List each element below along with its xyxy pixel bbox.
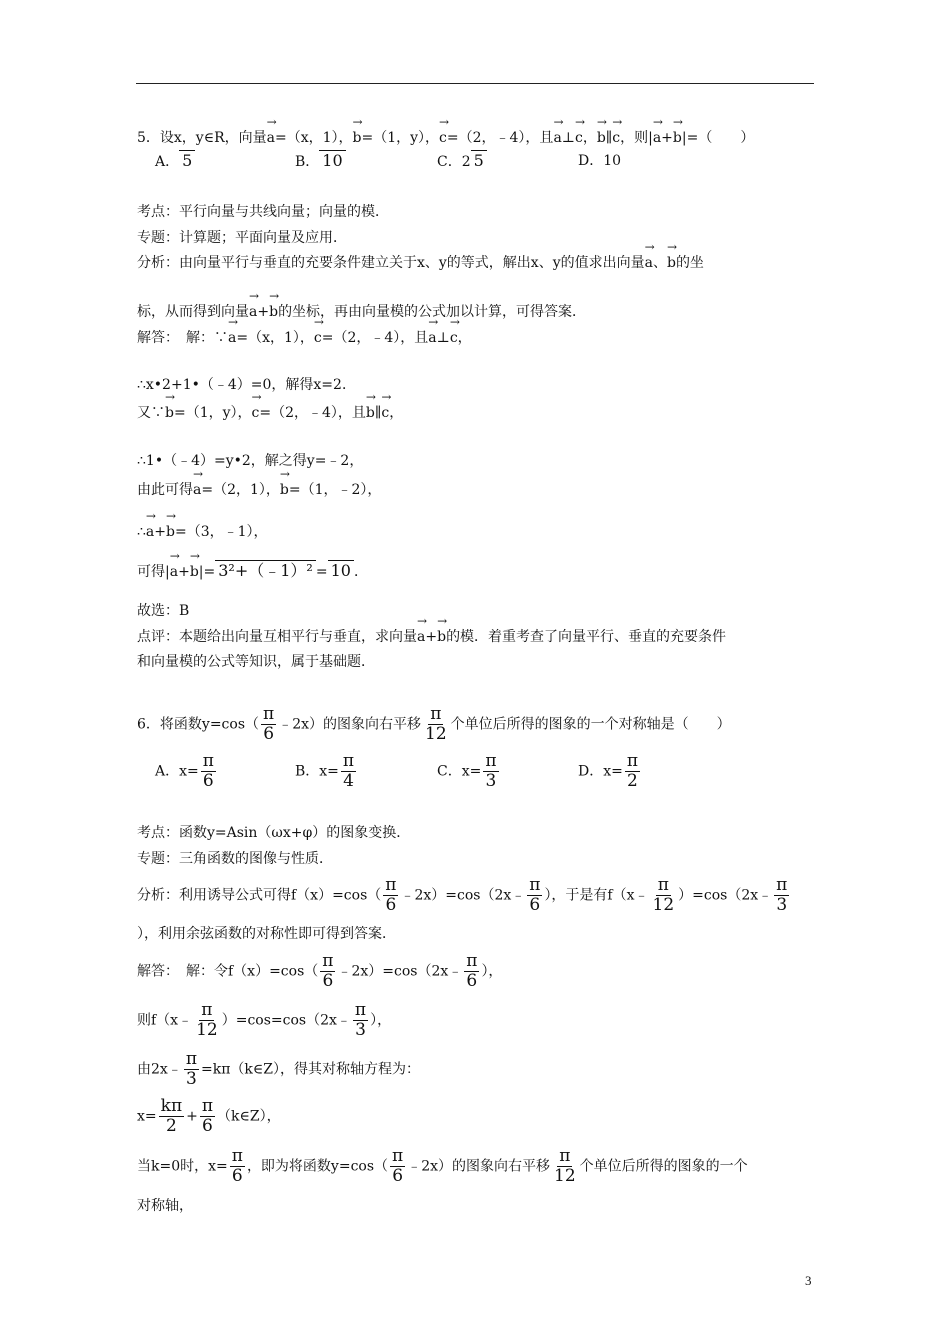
- q6-jieda-2: 则f（x﹣ $\frac{\pi}{12}$ ）=cos=cos（2x﹣ $\frac{\pi}{3}$ ），: [137, 1000, 392, 1040]
- q5-jieda-6: ∴→ a+→ b=（3，﹣1），: [137, 522, 268, 542]
- q5-option-d: D．10: [578, 153, 622, 169]
- page-number: 3: [805, 1273, 812, 1288]
- q6-option-d: D．x= $\frac{\pi}{2}$: [578, 751, 639, 791]
- q6-jieda-5: 当k=0时，x= $\frac{\pi}{6}$ ，即为将函数y=cos（ $\frac{\pi}{6}$ ﹣2x）的图象向右平移 $\frac{\pi}{12}$ 个单位后所得的图象的一个: [137, 1146, 748, 1186]
- q5-jieda-3: 又∵→ b=（1，y），→ c=（2，﹣4），且→ b∥→ c，: [137, 403, 403, 423]
- q6-fenxi-2: ），利用余弦函数的对称性即可得到答案．: [137, 926, 396, 942]
- q5-option-c: C．2 5: [437, 150, 487, 171]
- q5-dianping-2: 和向量模的公式等知识，属于基础题．: [137, 654, 375, 670]
- q6-jieda-3: 由2x﹣ $\frac{\pi}{3}$ =kπ（k∈Z），得其对称轴方程为：: [137, 1049, 420, 1089]
- q6-jieda-1: 解答： 解：令f（x）=cos（ $\frac{\pi}{6}$ ﹣2x）=cos（2x﹣ $\frac{\pi}{6}$ ），: [137, 951, 503, 991]
- q5-zhuanti: 专题：计算题；平面向量及应用．: [137, 230, 347, 246]
- q6-option-c: C．x= $\frac{\pi}{3}$: [437, 751, 497, 791]
- q6-kaodian: 考点：函数y=Asin（ωx+φ）的图象变换．: [137, 825, 411, 841]
- q6-fenxi-1: 分析：利用诱导公式可得f（x）=cos（ $\frac{\pi}{6}$ ﹣2x）=cos（2x﹣ $\frac{\pi}{6}$ ），于是有f（x﹣ $\frac{\pi}{12}$ ）=cos（2x﹣ $\frac{\pi}{3}$: [137, 875, 788, 915]
- q6-jieda-6: 对称轴，: [137, 1198, 193, 1214]
- q5-jieda-5: 由此可得→ a=（2，1），→ b=（1，﹣2），: [137, 480, 381, 500]
- q5-jieda-7: 可得|→ a+→ b|= 3²+（﹣1）² = 10 ．: [137, 560, 368, 582]
- q5-jieda-2: ∴x•2+1•（﹣4）=0，解得x=2．: [137, 377, 356, 393]
- q5-kaodian: 考点：平行向量与共线向量；向量的模．: [137, 204, 389, 220]
- q6-option-b: B．x= $\frac{\pi}{4}$: [295, 751, 355, 791]
- q5-fenxi-1: 分析：由向量平行与垂直的充要条件建立关于x、y的等式，解出x、y的值求出向量→ a、→ b的坐: [137, 253, 704, 273]
- q5-guxuan: 故选：B: [137, 603, 190, 619]
- q6-stem: 6．将函数y=cos（ $\frac{\pi}{6}$ ﹣2x）的图象向右平移 $\frac{\pi}{12}$ 个单位后所得的图象的一个对称轴是（ ）: [137, 704, 731, 744]
- q6-zhuanti: 专题：三角函数的图像与性质．: [137, 851, 333, 867]
- q5-jieda-4: ∴1•（﹣4）=y•2，解之得y=﹣2，: [137, 453, 364, 469]
- header-rule: [136, 83, 814, 84]
- q6-jieda-4: x= $\frac{k\pi}{2}$ + $\frac{\pi}{6}$ （k∈Z），: [137, 1096, 281, 1136]
- q5-stem: 5．设x，y∈R，向量→ a=（x，1），→ b=（1，y），→ c=（2，﹣4），且→ a⊥→ c，→ b∥→ c，则|→ a+→ b|=（ ）: [137, 128, 754, 148]
- q5-option-a: A． 5: [155, 150, 195, 171]
- q5-fenxi-2: 标，从而得到向量→ a+→ b的坐标，再由向量模的公式加以计算，可得答案．: [137, 302, 586, 322]
- q5-jieda-1: 解答： 解：∵→ a=（x，1），→ c=（2，﹣4），且→ a⊥→ c，: [137, 328, 472, 348]
- q5-dianping-1: 点评：本题给出向量互相平行与垂直，求向量→ a+→ b的模．着重考查了向量平行、垂直的充要条件: [137, 627, 726, 647]
- q6-option-a: A．x= $\frac{\pi}{6}$: [155, 751, 214, 791]
- q5-option-b: B． 10: [295, 150, 346, 171]
